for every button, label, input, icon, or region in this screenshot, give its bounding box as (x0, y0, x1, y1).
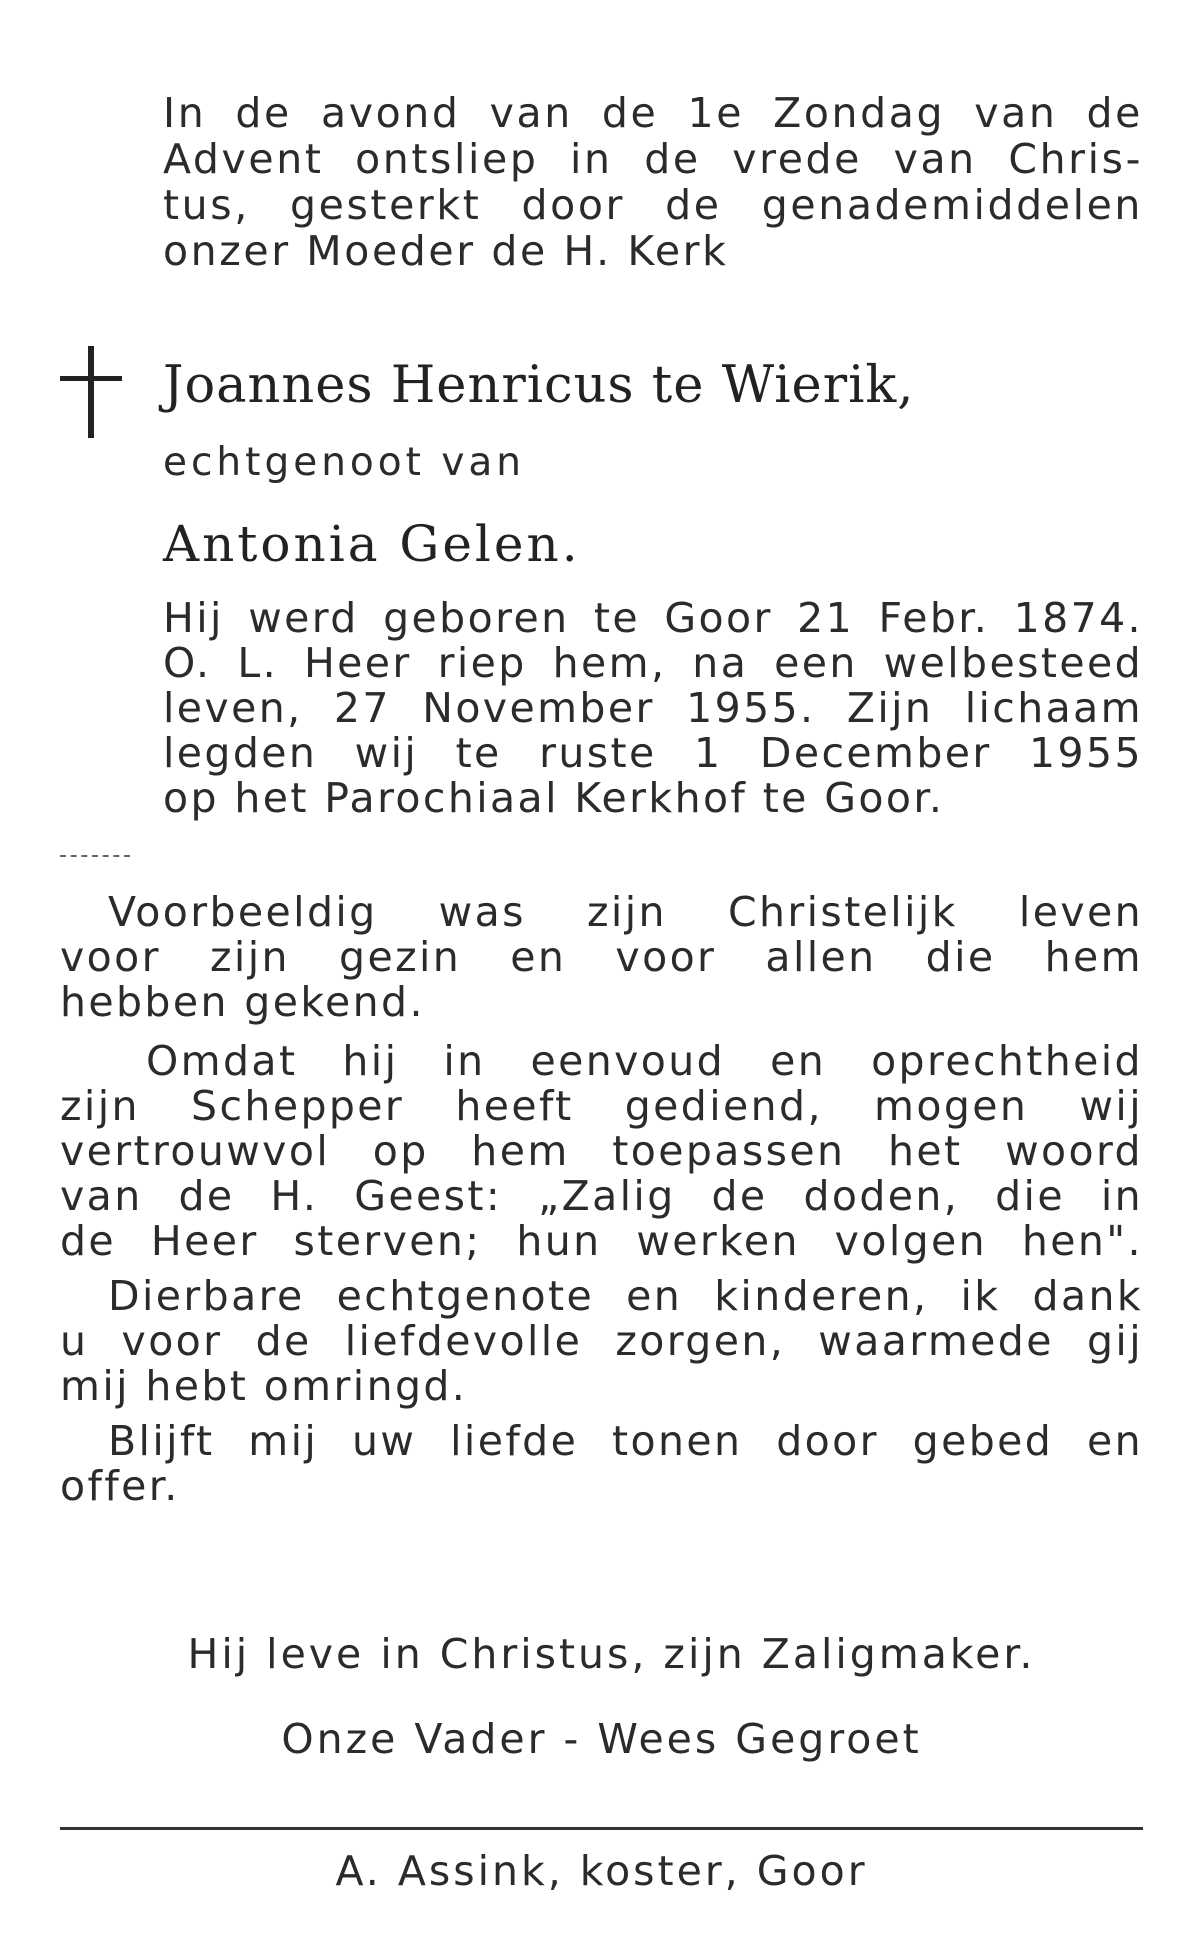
bio-line: O. L. Heer riep hem, na een welbesteed (163, 639, 1143, 687)
prayers: Onze Vader - Wees Gegroet (281, 1715, 922, 1763)
closing-line: Hij leve in Christus, zijn Zaligmaker. (187, 1630, 1036, 1678)
paragraph (60, 1419, 1143, 1509)
paragraph-line: offer. (60, 1462, 180, 1510)
paragraph-line: u voor de liefdevolle zorgen, waarmede gij (60, 1317, 1143, 1365)
bio-line: Hij werd geboren te Goor 21 Febr. 1874. (163, 594, 1143, 642)
bio-line: op het Parochiaal Kerkhof te Goor. (163, 774, 945, 822)
bio-line: legden wij te ruste 1 December 1955 (163, 729, 1143, 777)
paragraph-line: vertrouwvol op hem toepassen het woord (60, 1127, 1143, 1175)
biography (163, 596, 1143, 821)
paragraph-line: Omdat hij in eenvoud en oprechtheid (146, 1037, 1143, 1085)
intro-line: onzer Moeder de H. Kerk (163, 227, 729, 275)
deceased-name: Joannes Henricus te Wierik, (163, 356, 915, 415)
spouse-name: Antonia Gelen. (163, 515, 581, 573)
paragraph-line: hebben gekend. (60, 978, 425, 1026)
paragraph-line: zijn Schepper heeft gediend, mogen wij (60, 1082, 1143, 1130)
printer-credit: A. Assink, koster, Goor (335, 1847, 868, 1895)
memorial-text (60, 890, 1143, 1519)
paragraph-line: Voorbeeldig was zijn Christelijk leven (108, 888, 1143, 936)
paragraph (60, 890, 1143, 1025)
paragraph-line: voor zijn gezin en voor allen die hem (60, 933, 1143, 981)
spouse-label: echtgenoot van (163, 440, 526, 485)
cross-icon (60, 340, 122, 440)
divider (60, 855, 130, 857)
paragraph (60, 1039, 1143, 1264)
paragraph-line: van de H. Geest: „Zalig de doden, die in (60, 1172, 1143, 1220)
intro-line: tus, gesterkt door de genademiddelen (163, 181, 1143, 229)
memorial-card (60, 89, 1143, 1910)
paragraph-line: Blijft mij uw liefde tonen door gebed en (108, 1417, 1143, 1465)
intro-line: Advent ontsliep in de vrede van Chris- (163, 135, 1143, 183)
divider (60, 1827, 1143, 1830)
bio-line: leven, 27 November 1955. Zijn lichaam (163, 684, 1143, 732)
paragraph-line: de Heer sterven; hun werken volgen hen". (60, 1217, 1143, 1265)
intro-text (163, 90, 1143, 274)
paragraph (60, 1274, 1143, 1409)
paragraph-line: Dierbare echtgenote en kinderen, ik dank (108, 1272, 1143, 1320)
paragraph-line: mij hebt omringd. (60, 1362, 468, 1410)
intro-line: In de avond van de 1e Zondag van de (163, 89, 1143, 137)
